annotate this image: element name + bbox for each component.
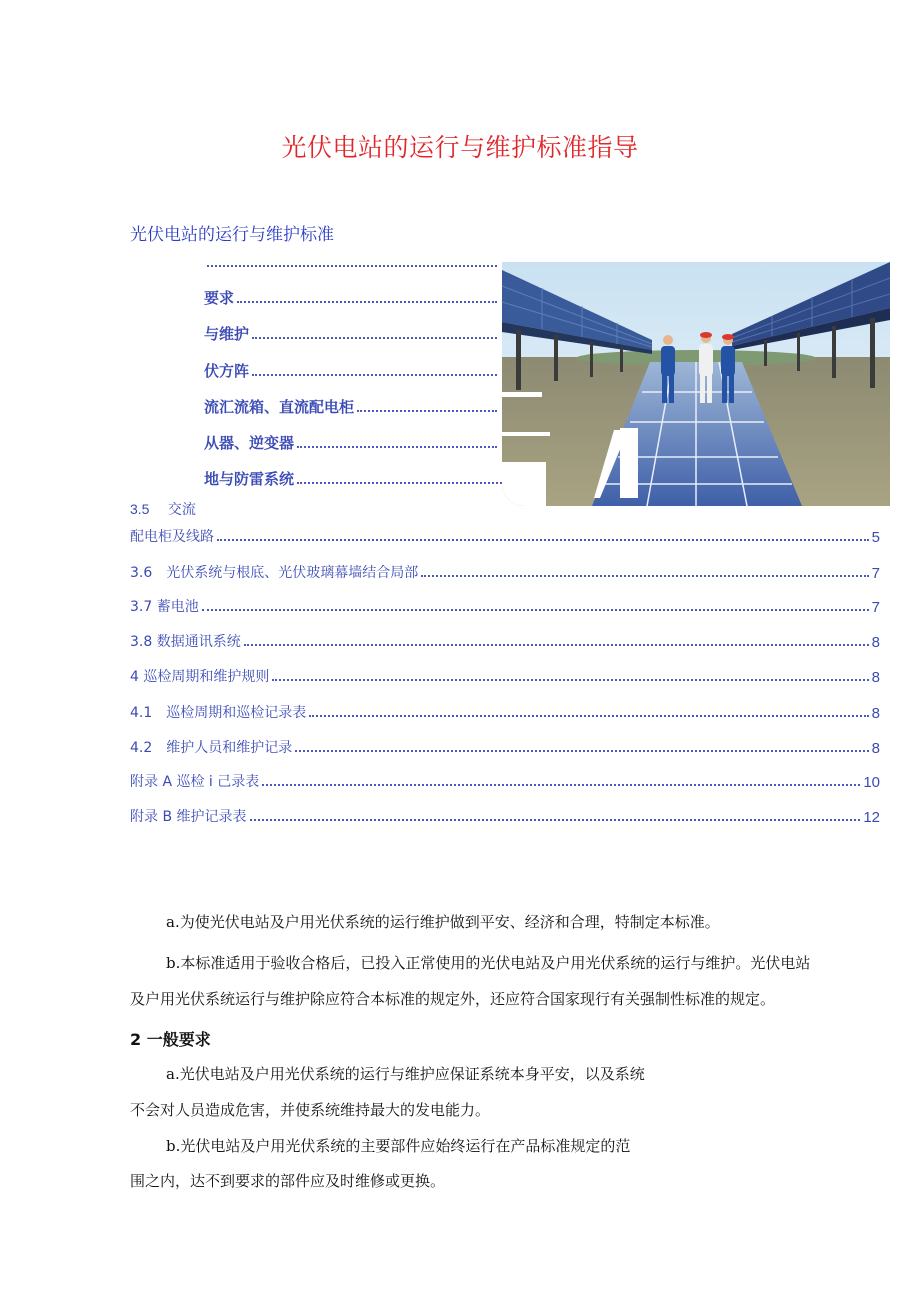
paragraph-line: 及户用光伏系统运行与维护除应符合本标准的规定外，还应符合国家现行有关强制性标准的规定。 [130, 990, 776, 1008]
toc-leader [309, 715, 868, 717]
toc-leader [217, 539, 869, 541]
toc-entry-label: 4 巡检周期和维护规则 [130, 669, 270, 685]
toc-entry[interactable] [130, 804, 880, 826]
toc-entry-label: 地与防雷系统 [204, 470, 295, 488]
toc-leader [250, 819, 861, 821]
toc-entry[interactable] [130, 560, 880, 582]
toc-entry-partial[interactable] [204, 322, 500, 344]
toc-page-number: 8 [871, 740, 880, 757]
toc-entry-label: 3.7 蓄电池 [130, 599, 199, 615]
toc-entry-label: 4.1 巡检周期和巡检记录表 [130, 705, 307, 721]
toc-page-number: 8 [871, 705, 880, 722]
toc-leader [237, 301, 497, 303]
toc-stub-label: 交流 [167, 502, 196, 518]
toc-leader [202, 609, 869, 611]
toc-leader [295, 750, 868, 752]
toc-leader [357, 410, 497, 412]
toc-entry[interactable] [130, 700, 880, 722]
toc-leader [252, 374, 497, 376]
toc-page-number: 8 [871, 669, 880, 686]
toc-entry-label: 要求 [204, 289, 235, 307]
paragraph-line: b.光伏电站及户用光伏系统的主要部件应始终运行在产品标准规定的范 [166, 1137, 631, 1155]
toc-leader [207, 265, 497, 267]
toc-entry-label: 4.2 维护人员和维护记录 [130, 740, 293, 756]
toc-page-number: 12 [863, 809, 880, 826]
toc-page-number: 10 [863, 774, 880, 791]
toc-entry-stub[interactable] [130, 499, 196, 519]
toc-entry-partial[interactable] [204, 250, 500, 272]
toc-page-number: 5 [871, 529, 880, 546]
toc-page-number: 7 [871, 565, 880, 582]
toc-entry-label: 伏方阵 [204, 362, 250, 380]
toc-entry[interactable] [130, 735, 880, 757]
toc-entry-partial[interactable] [204, 431, 500, 453]
paragraph-line: 围之内，达不到要求的部件应及时维修或更换。 [130, 1172, 446, 1190]
paragraph-line: b.本标准适用于验收合格后，已投入正常使用的光伏电站及户用光伏系统的运行与维护。光伏电站 [166, 954, 811, 972]
toc-entry-label: 3.6 光伏系统与根底、光伏玻璃幕墙结合局部 [130, 565, 419, 581]
toc-entry[interactable] [130, 594, 880, 616]
toc-entry-label: 从器、逆变器 [204, 434, 295, 452]
toc-entry-label: 流汇流箱、直流配电柜 [204, 398, 355, 416]
toc-entry-label: 附录 A 巡检 i 己录表 [130, 774, 260, 790]
toc-leader [421, 575, 868, 577]
toc-leader [244, 644, 869, 646]
toc-page-number: 7 [871, 599, 880, 616]
toc-entry[interactable] [130, 629, 880, 651]
toc-heading: 光伏电站的运行与维护标准 [130, 225, 334, 245]
toc-entry-label: 配电柜及线路 [130, 529, 214, 545]
toc-entry-label: 3.8 数据通讯系统 [130, 634, 241, 650]
toc-entry-partial[interactable] [204, 359, 500, 381]
toc-leader [262, 784, 860, 786]
section-heading: 2 一般要求 [130, 1030, 211, 1049]
paragraph-line: 不会对人员造成危害，并使系统维持最大的发电能力。 [130, 1101, 491, 1119]
toc-page-number: 8 [871, 634, 880, 651]
toc-leader [297, 446, 497, 448]
toc-entry[interactable] [130, 769, 880, 791]
toc-leader [252, 337, 497, 339]
toc-entry[interactable] [130, 664, 880, 686]
toc-entry-label: 附录 B 维护记录表 [130, 809, 247, 825]
document-title: 光伏电站的运行与维护标准指导 [281, 133, 639, 162]
paragraph-line: a.为使光伏电站及户用光伏系统的运行维护做到平安、经济和合理，特制定本标准。 [166, 913, 720, 931]
toc-entry-label: 与维护 [204, 325, 250, 343]
toc-entry-partial[interactable] [204, 286, 500, 308]
solar-array-photo [502, 262, 890, 506]
toc-leader [272, 679, 868, 681]
toc-entry-partial[interactable] [204, 395, 500, 417]
toc-entry[interactable] [130, 524, 880, 546]
paragraph-line: a.光伏电站及户用光伏系统的运行与维护应保证系统本身平安，以及系统 [166, 1065, 645, 1083]
toc-stub-number: 3.5 [130, 501, 150, 517]
